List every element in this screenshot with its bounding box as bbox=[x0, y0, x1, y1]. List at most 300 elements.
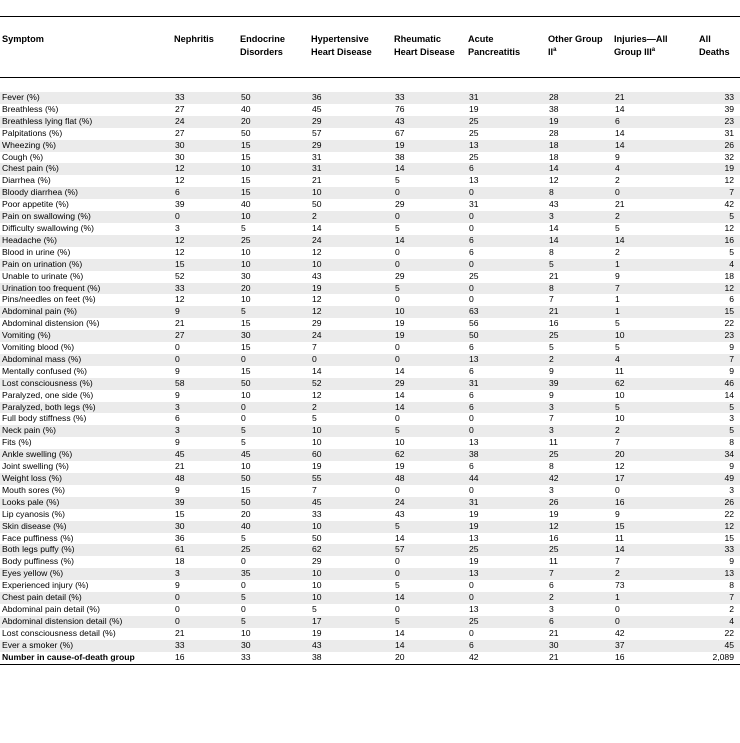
column-header-label: All Deaths bbox=[699, 34, 730, 57]
header-spacer bbox=[0, 78, 740, 93]
table-cell: 48 bbox=[392, 473, 466, 485]
table-cell: 30 bbox=[238, 330, 309, 342]
table-cell: 12 bbox=[175, 246, 185, 257]
table-cell: 0 bbox=[238, 354, 309, 366]
table-cell: 2 bbox=[612, 568, 697, 580]
table-cell: 1 bbox=[612, 306, 697, 318]
row-label: Pins/needles on feet (%) bbox=[2, 294, 96, 305]
table-cell: 28 bbox=[546, 92, 612, 104]
table-cell: 8 bbox=[729, 580, 734, 591]
table-cell: 0 bbox=[395, 484, 400, 495]
table-cell: 0 bbox=[395, 556, 400, 567]
table-cell: 2,089 bbox=[697, 652, 740, 664]
table-cell: 6 bbox=[612, 116, 697, 128]
row-label: Chest pain detail (%) bbox=[0, 592, 172, 604]
row-label: Diarrhea (%) bbox=[2, 175, 51, 186]
table-cell: 62 bbox=[392, 449, 466, 461]
table-cell: 56 bbox=[469, 318, 479, 329]
table-cell: 5 bbox=[615, 342, 620, 353]
table-cell: 11 bbox=[615, 365, 624, 376]
table-cell: 43 bbox=[549, 199, 559, 210]
table-cell: 19 bbox=[312, 461, 322, 472]
table-cell: 12 bbox=[175, 294, 185, 305]
table-cell: 10 bbox=[612, 330, 697, 342]
table-cell: 76 bbox=[395, 103, 405, 114]
table-cell: 3 bbox=[546, 402, 612, 414]
table-cell: 14 bbox=[395, 365, 405, 376]
table-cell: 48 bbox=[172, 473, 238, 485]
table-cell: 15 bbox=[238, 187, 309, 199]
table-cell: 4 bbox=[612, 354, 697, 366]
table-cell: 6 bbox=[546, 616, 612, 628]
table-cell: 26 bbox=[697, 497, 740, 509]
table-cell: 29 bbox=[312, 556, 322, 567]
table-cell: 0 bbox=[395, 342, 400, 353]
table-row bbox=[0, 544, 740, 556]
table-cell: 22 bbox=[724, 627, 734, 638]
table-cell: 44 bbox=[466, 473, 546, 485]
table-cell: 13 bbox=[469, 175, 479, 186]
table-row bbox=[0, 568, 740, 580]
table-cell: 1 bbox=[612, 592, 697, 604]
table-row bbox=[0, 354, 740, 366]
table-cell: 10 bbox=[309, 425, 392, 437]
table-cell: 39 bbox=[546, 378, 612, 390]
table-cell: 4 bbox=[697, 259, 740, 271]
table-cell: 57 bbox=[312, 127, 322, 138]
table-cell: 15 bbox=[241, 342, 251, 353]
table-cell: 0 bbox=[395, 603, 400, 614]
column-header-label: Rheumatic Heart Disease bbox=[394, 34, 455, 57]
table-cell: 11 bbox=[615, 532, 624, 543]
table-cell: 0 bbox=[241, 413, 246, 424]
table-cell: 9 bbox=[175, 580, 180, 591]
table-cell: 31 bbox=[469, 199, 479, 210]
table-cell: 33 bbox=[172, 92, 238, 104]
table-cell: 5 bbox=[238, 425, 309, 437]
table-cell: 7 bbox=[312, 484, 317, 495]
table-cell: 33 bbox=[172, 640, 238, 652]
table-cell: 10 bbox=[312, 580, 322, 591]
table-cell: 15 bbox=[697, 306, 740, 318]
table-cell: 30 bbox=[241, 270, 251, 281]
table-cell: 19 bbox=[466, 521, 546, 533]
table-cell: 33 bbox=[312, 508, 322, 519]
table-cell: 17 bbox=[612, 473, 697, 485]
row-label: Body puffiness (%) bbox=[2, 556, 74, 567]
table-cell: 25 bbox=[466, 544, 546, 556]
row-label: Cough (%) bbox=[2, 151, 44, 162]
table-cell: 26 bbox=[546, 497, 612, 509]
table-cell: 31 bbox=[312, 151, 322, 162]
table-cell: 12 bbox=[615, 461, 625, 472]
table-cell: 21 bbox=[546, 652, 612, 664]
table-cell: 14 bbox=[392, 592, 466, 604]
table-cell: 42 bbox=[724, 199, 734, 210]
table-cell: 14 bbox=[395, 627, 405, 638]
table-cell: 2 bbox=[729, 603, 734, 614]
table-cell: 15 bbox=[241, 151, 251, 162]
table-cell: 15 bbox=[238, 140, 309, 152]
table-cell: 10 bbox=[241, 246, 251, 257]
table-cell: 24 bbox=[309, 235, 392, 247]
column-header-label: Symptom bbox=[2, 34, 44, 44]
table-cell: 6 bbox=[466, 640, 546, 652]
table-cell: 14 bbox=[312, 222, 322, 233]
table-cell: 3 bbox=[549, 484, 554, 495]
table-cell: 33 bbox=[238, 652, 309, 664]
table-cell: 21 bbox=[615, 199, 625, 210]
table-cell: 12 bbox=[172, 163, 238, 175]
table-cell: 25 bbox=[546, 330, 612, 342]
table-row bbox=[0, 342, 740, 354]
table-cell: 42 bbox=[615, 627, 625, 638]
table-row bbox=[0, 449, 740, 461]
table-cell: 14 bbox=[392, 235, 466, 247]
table-cell: 12 bbox=[309, 306, 392, 318]
table-cell: 0 bbox=[612, 616, 697, 628]
column-header bbox=[172, 17, 238, 78]
table-cell: 19 bbox=[312, 627, 322, 638]
table-cell: 12 bbox=[312, 294, 322, 305]
table-cell: 0 bbox=[172, 354, 238, 366]
table-cell: 16 bbox=[172, 652, 238, 664]
table-cell: 10 bbox=[238, 163, 309, 175]
table-row bbox=[0, 413, 740, 425]
table-cell: 3 bbox=[729, 484, 734, 495]
table-cell: 3 bbox=[549, 603, 554, 614]
table-cell: 50 bbox=[241, 127, 251, 138]
table-cell: 39 bbox=[175, 199, 185, 210]
table-cell: 45 bbox=[238, 449, 309, 461]
table-cell: 10 bbox=[238, 211, 309, 223]
table-cell: 24 bbox=[172, 116, 238, 128]
row-label: Full body stiffness (%) bbox=[2, 413, 87, 424]
row-label: Both legs puffy (%) bbox=[0, 544, 172, 556]
table-cell: 50 bbox=[312, 199, 322, 210]
row-label: Pain on urination (%) bbox=[0, 259, 172, 271]
table-cell: 3 bbox=[172, 568, 238, 580]
row-label: Fits (%) bbox=[2, 437, 32, 448]
table-cell: 0 bbox=[172, 211, 238, 223]
table-cell: 7 bbox=[697, 354, 740, 366]
table-cell: 9 bbox=[729, 556, 734, 567]
table-cell: 14 bbox=[546, 163, 612, 175]
table-cell: 19 bbox=[392, 330, 466, 342]
table-cell: 8 bbox=[546, 187, 612, 199]
table-cell: 21 bbox=[175, 461, 185, 472]
table-cell: 0 bbox=[395, 413, 400, 424]
table-cell: 0 bbox=[466, 211, 546, 223]
table-cell: 14 bbox=[612, 140, 697, 152]
table-cell: 58 bbox=[172, 378, 238, 390]
table-cell: 31 bbox=[724, 127, 734, 138]
table-cell: 5 bbox=[392, 616, 466, 628]
table-row bbox=[0, 294, 740, 306]
table-cell: 10 bbox=[395, 437, 405, 448]
table-cell: 33 bbox=[697, 544, 740, 556]
table-cell: 30 bbox=[172, 521, 238, 533]
table-cell: 23 bbox=[697, 116, 740, 128]
table-cell: 0 bbox=[469, 484, 474, 495]
table-cell: 14 bbox=[395, 532, 405, 543]
table-cell: 8 bbox=[549, 246, 554, 257]
table-cell: 50 bbox=[238, 497, 309, 509]
table-row bbox=[0, 259, 740, 271]
table-cell: 7 bbox=[697, 592, 740, 604]
table-cell: 5 bbox=[241, 532, 246, 543]
table-cell: 0 bbox=[392, 187, 466, 199]
table-cell: 0 bbox=[392, 568, 466, 580]
table-cell: 5 bbox=[238, 306, 309, 318]
column-header bbox=[392, 17, 466, 78]
table-cell: 5 bbox=[697, 211, 740, 223]
table-cell: 12 bbox=[697, 283, 740, 295]
table-row bbox=[0, 318, 740, 330]
table-cell: 38 bbox=[466, 449, 546, 461]
table-cell: 52 bbox=[175, 270, 185, 281]
table-cell: 21 bbox=[549, 627, 559, 638]
table-cell: 15 bbox=[241, 484, 251, 495]
table-cell: 7 bbox=[615, 437, 620, 448]
table-cell: 21 bbox=[175, 318, 185, 329]
table-cell: 35 bbox=[238, 568, 309, 580]
table-cell: 25 bbox=[469, 270, 479, 281]
table-cell: 38 bbox=[395, 151, 405, 162]
footnote-marker: a bbox=[651, 46, 656, 53]
table-cell: 29 bbox=[395, 199, 405, 210]
table-cell: 45 bbox=[312, 103, 322, 114]
table-cell: 18 bbox=[724, 270, 734, 281]
table-cell: 25 bbox=[546, 449, 612, 461]
table-cell: 9 bbox=[615, 270, 620, 281]
table-cell: 14 bbox=[392, 640, 466, 652]
table-cell: 45 bbox=[309, 497, 392, 509]
table-cell: 25 bbox=[469, 151, 479, 162]
column-header bbox=[697, 17, 740, 78]
table-cell: 5 bbox=[612, 402, 697, 414]
table-cell: 23 bbox=[697, 330, 740, 342]
table-row bbox=[0, 497, 740, 509]
row-label: Fever (%) bbox=[0, 92, 172, 104]
row-label: Chest pain (%) bbox=[0, 163, 172, 175]
table-cell: 19 bbox=[309, 283, 392, 295]
table-cell: 5 bbox=[241, 437, 246, 448]
table-cell: 2 bbox=[612, 211, 697, 223]
table-cell: 12 bbox=[312, 389, 322, 400]
table-cell: 16 bbox=[697, 235, 740, 247]
table-cell: 14 bbox=[312, 365, 322, 376]
table-cell: 15 bbox=[172, 259, 238, 271]
row-label: Lost consciousness detail (%) bbox=[2, 627, 116, 638]
table-cell: 9 bbox=[729, 365, 734, 376]
table-cell: 0 bbox=[466, 592, 546, 604]
table-cell: 7 bbox=[697, 187, 740, 199]
table-cell: 15 bbox=[241, 318, 251, 329]
table-cell: 2 bbox=[546, 592, 612, 604]
table-cell: 14 bbox=[612, 544, 697, 556]
table-cell: 16 bbox=[549, 318, 559, 329]
table-cell: 29 bbox=[309, 116, 392, 128]
table-cell: 42 bbox=[466, 652, 546, 664]
table-header-row bbox=[0, 17, 740, 78]
table-cell: 13 bbox=[466, 140, 546, 152]
column-header-label: Hypertensive Heart Disease bbox=[311, 34, 372, 57]
table-row bbox=[0, 283, 740, 295]
row-label: Weight loss (%) bbox=[0, 473, 172, 485]
table-cell: 31 bbox=[309, 163, 392, 175]
table-cell: 5 bbox=[392, 283, 466, 295]
row-label: Vomiting blood (%) bbox=[2, 342, 75, 353]
table-row bbox=[0, 628, 740, 640]
table-cell: 1 bbox=[612, 259, 697, 271]
column-header bbox=[466, 17, 546, 78]
table-row bbox=[0, 247, 740, 259]
table-cell: 3 bbox=[546, 425, 612, 437]
table-cell: 25 bbox=[466, 116, 546, 128]
table-cell: 14 bbox=[615, 103, 625, 114]
table-cell: 19 bbox=[469, 103, 479, 114]
table-cell: 20 bbox=[241, 508, 251, 519]
table-cell: 18 bbox=[549, 151, 559, 162]
table-cell: 5 bbox=[549, 342, 554, 353]
table-cell: 27 bbox=[175, 103, 185, 114]
table-row bbox=[0, 163, 740, 175]
table-cell: 12 bbox=[697, 521, 740, 533]
table-cell: 5 bbox=[241, 222, 246, 233]
table-cell: 20 bbox=[392, 652, 466, 664]
table-cell: 33 bbox=[392, 92, 466, 104]
table-row bbox=[0, 437, 740, 449]
table-cell: 25 bbox=[469, 127, 479, 138]
table-cell: 4 bbox=[612, 163, 697, 175]
table-cell: 25 bbox=[546, 544, 612, 556]
table-cell: 14 bbox=[392, 163, 466, 175]
row-label: Lip cyanosis (%) bbox=[2, 508, 66, 519]
table-cell: 5 bbox=[312, 413, 317, 424]
table-row bbox=[0, 187, 740, 199]
table-cell: 16 bbox=[549, 532, 559, 543]
table-cell: 6 bbox=[466, 163, 546, 175]
table-cell: 34 bbox=[697, 449, 740, 461]
row-label: Urination too frequent (%) bbox=[0, 283, 172, 295]
table-cell: 62 bbox=[612, 378, 697, 390]
table-cell: 10 bbox=[241, 389, 251, 400]
table-row bbox=[0, 521, 740, 533]
table-row bbox=[0, 104, 740, 116]
table-cell: 50 bbox=[238, 473, 309, 485]
table-cell: 13 bbox=[466, 568, 546, 580]
table-cell: 13 bbox=[697, 568, 740, 580]
table-cell: 16 bbox=[612, 652, 697, 664]
table-cell: 0 bbox=[241, 603, 246, 614]
table-cell: 9 bbox=[175, 437, 180, 448]
table-cell: 10 bbox=[309, 187, 392, 199]
table-row bbox=[0, 366, 740, 378]
column-header bbox=[546, 17, 612, 78]
table-row bbox=[0, 306, 740, 318]
table-cell: 5 bbox=[395, 175, 400, 186]
table-row bbox=[0, 533, 740, 545]
table-cell: 12 bbox=[549, 175, 559, 186]
table-cell: 29 bbox=[309, 140, 392, 152]
table-cell: 9 bbox=[615, 151, 620, 162]
table-cell: 13 bbox=[469, 603, 479, 614]
table-row bbox=[0, 152, 740, 164]
table-cell: 0 bbox=[466, 259, 546, 271]
table-cell: 0 bbox=[175, 342, 180, 353]
table-row bbox=[0, 640, 740, 652]
table-cell: 15 bbox=[724, 532, 734, 543]
table-cell: 5 bbox=[395, 580, 400, 591]
table-cell: 10 bbox=[615, 413, 625, 424]
table-cell: 19 bbox=[546, 116, 612, 128]
table-cell: 16 bbox=[612, 497, 697, 509]
table-cell: 19 bbox=[469, 508, 479, 519]
table-cell: 10 bbox=[241, 627, 251, 638]
footnote-marker: a bbox=[553, 46, 557, 53]
table-row bbox=[0, 556, 740, 568]
table-cell: 10 bbox=[309, 592, 392, 604]
table-cell: 12 bbox=[175, 175, 185, 186]
table-row bbox=[0, 271, 740, 283]
table-cell: 14 bbox=[392, 402, 466, 414]
table-cell: 30 bbox=[175, 151, 185, 162]
table-cell: 0 bbox=[392, 354, 466, 366]
table-cell: 39 bbox=[724, 103, 734, 114]
table-row bbox=[0, 461, 740, 473]
table-row bbox=[0, 92, 740, 104]
table-cell: 13 bbox=[466, 354, 546, 366]
table-cell: 0 bbox=[466, 425, 546, 437]
table-cell: 19 bbox=[549, 508, 559, 519]
table-cell: 9 bbox=[549, 365, 554, 376]
table-cell: 49 bbox=[697, 473, 740, 485]
table-cell: 43 bbox=[312, 270, 322, 281]
table-cell: 0 bbox=[395, 294, 400, 305]
table-cell: 14 bbox=[615, 127, 625, 138]
table-cell: 63 bbox=[466, 306, 546, 318]
table-cell: 36 bbox=[309, 92, 392, 104]
table-cell: 46 bbox=[697, 378, 740, 390]
row-label: Headache (%) bbox=[0, 235, 172, 247]
table-cell: 43 bbox=[395, 508, 405, 519]
table-cell: 32 bbox=[724, 151, 734, 162]
table-row bbox=[0, 616, 740, 628]
table-cell: 21 bbox=[546, 306, 612, 318]
column-header-label: Endocrine Disorders bbox=[240, 34, 285, 57]
row-label: Eyes yellow (%) bbox=[0, 568, 172, 580]
table-row bbox=[0, 175, 740, 187]
table-cell: 40 bbox=[238, 521, 309, 533]
symptom-table-container bbox=[0, 16, 740, 665]
table-cell: 1 bbox=[615, 294, 620, 305]
table-cell: 12 bbox=[312, 246, 322, 257]
table-cell: 20 bbox=[612, 449, 697, 461]
row-label: Mentally confused (%) bbox=[2, 365, 88, 376]
table-cell: 17 bbox=[309, 616, 392, 628]
table-cell: 14 bbox=[612, 235, 697, 247]
table-cell: 5 bbox=[312, 603, 317, 614]
table-cell: 26 bbox=[697, 140, 740, 152]
table-cell: 2 bbox=[309, 211, 392, 223]
row-label: Neck pain (%) bbox=[0, 425, 172, 437]
table-row bbox=[0, 211, 740, 223]
table-row bbox=[0, 330, 740, 342]
table-row bbox=[0, 140, 740, 152]
table-cell: 10 bbox=[309, 521, 392, 533]
row-label: Abdominal distension detail (%) bbox=[0, 616, 172, 628]
